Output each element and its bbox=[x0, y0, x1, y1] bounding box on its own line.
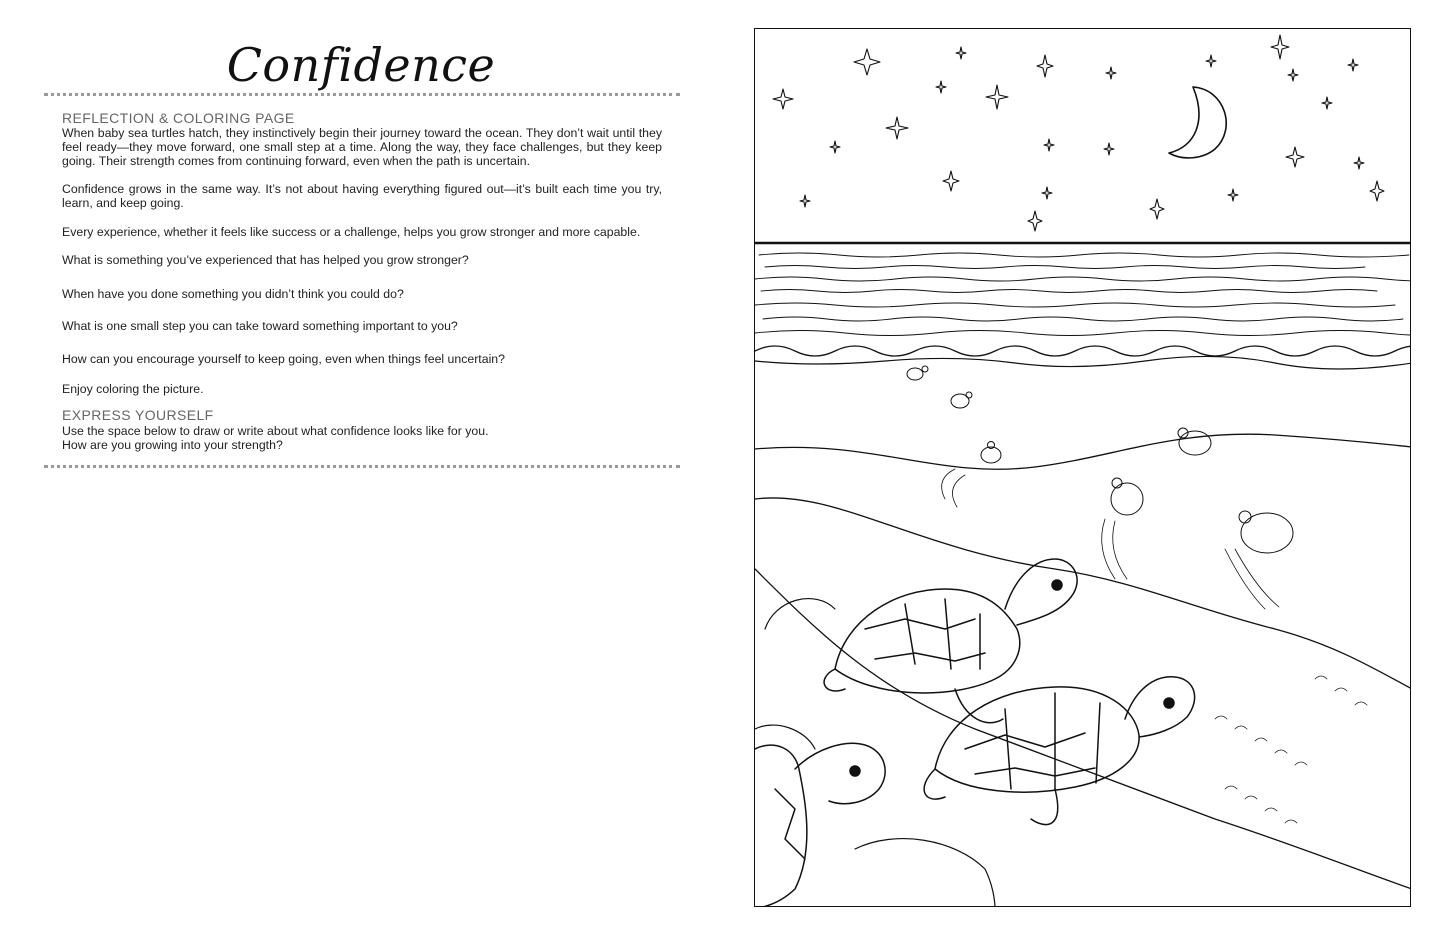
page-title: Confidence bbox=[226, 38, 496, 92]
turtle-tracks bbox=[942, 469, 1279, 609]
ocean-waves bbox=[755, 253, 1411, 369]
star-icon bbox=[773, 35, 1384, 231]
coloring-illustration bbox=[754, 28, 1411, 907]
intro-paragraph: When baby sea turtles hatch, they instinctively begin their journey toward the ocean. They don’t wait until they feel ready—they move forward, one small step at a time. Along the way, they face challenges, but they keep going. Their strength comes from continuing forward, even when the path is uncertain. bbox=[62, 126, 662, 169]
large-turtle-bottom bbox=[755, 743, 885, 907]
express-instructions bbox=[62, 424, 662, 452]
large-turtle-left bbox=[824, 559, 1077, 723]
section-heading-reflection: REFLECTION & COLORING PAGE bbox=[62, 110, 295, 126]
express-line: How are you growing into your strength? bbox=[62, 438, 283, 453]
sand-dunes bbox=[755, 434, 1411, 889]
section-heading-express: EXPRESS YOURSELF bbox=[62, 407, 214, 423]
intro-paragraph: Every experience, whether it feels like success or a challenge, helps you grow stronger and more capable. bbox=[62, 225, 641, 239]
closing-line: Enjoy coloring the picture. bbox=[62, 382, 204, 396]
express-line: Use the space below to draw or write about what confidence looks like for you. bbox=[62, 424, 489, 438]
reflection-page bbox=[0, 0, 722, 935]
reflection-question: How can you encourage yourself to keep going, even when things feel uncertain? bbox=[62, 352, 505, 366]
large-turtle-center bbox=[924, 677, 1195, 825]
dotted-divider-bottom bbox=[44, 465, 680, 468]
dotted-divider-top bbox=[44, 93, 680, 96]
crescent-moon-icon bbox=[1169, 87, 1226, 158]
night-sky bbox=[773, 35, 1384, 231]
reflection-question: When have you done something you didn’t think you could do? bbox=[62, 287, 404, 301]
reflection-question: What is one small step you can take toward something important to you? bbox=[62, 319, 458, 333]
reflection-question: What is something you’ve experienced that has helped you grow stronger? bbox=[62, 253, 469, 267]
hatchling-turtle-icon bbox=[907, 366, 1293, 553]
intro-paragraph: Confidence grows in the same way. It’s not about having everything figured out—it’s built each time you try, learn, and keep going. bbox=[62, 182, 662, 211]
sand-texture bbox=[1215, 676, 1367, 823]
